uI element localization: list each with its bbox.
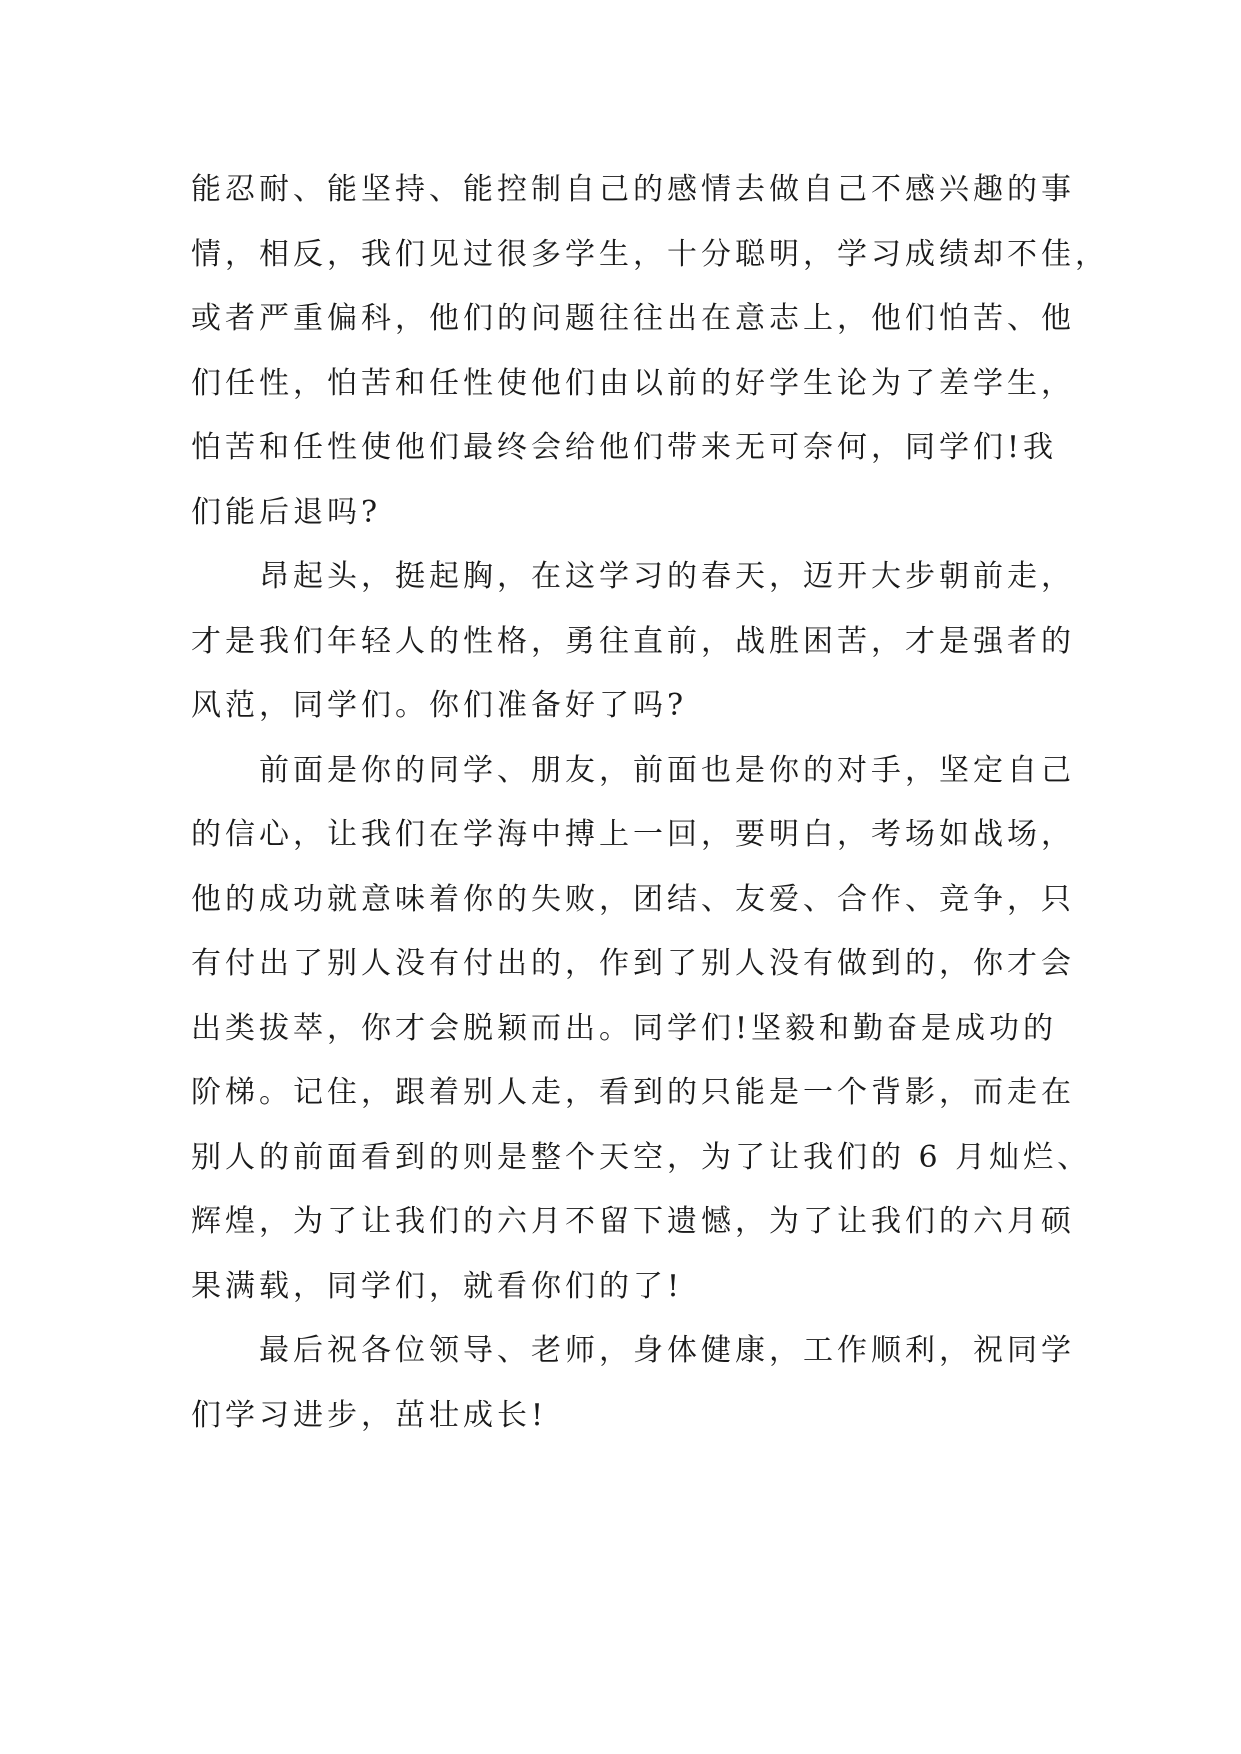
text-line: 有付出了别人没有付出的，作到了别人没有做到的，你才会 [191,946,1075,981]
text-line: 或者严重偏科，他们的问题往往出在意志上，他们怕苦、他 [191,301,1075,336]
paragraph-start-line: 前面是你的同学、朋友，前面也是你的对手，坚定自己 [259,752,1075,788]
document-body [191,158,1109,1448]
text-line: 他的成功就意味着你的失败，团结、友爱、合作、竞争，只 [191,881,1075,917]
text-line: 才是我们年轻人的性格，勇往直前，战胜困苦，才是强者的 [191,623,1075,659]
text-line: 风范，同学们。你们准备好了吗? [191,688,688,723]
text-line: 们能后退吗? [191,494,382,530]
text-line: 情，相反，我们见过很多学生，十分聪明，学习成绩却不佳， [191,236,1109,272]
text-line: 能忍耐、能坚持、能控制自己的感情去做自己不感兴趣的事 [191,172,1075,207]
text-line: 们任性，怕苦和任性使他们由以前的好学生论为了差学生， [191,365,1075,401]
text-line: 出类拔萃，你才会脱颖而出。同学们!坚毅和勤奋是成功的 [191,1010,1058,1046]
text-line: 果满载，同学们，就看你们的了! [191,1268,684,1304]
text-line: 辉煌，为了让我们的六月不留下遗憾，为了让我们的六月硕 [191,1204,1075,1239]
text-line: 怕苦和任性使他们最终会给他们带来无可奈何，同学们!我 [191,430,1058,465]
text-line: 们学习进步，茁壮成长! [191,1397,548,1433]
text-line: 阶梯。记住，跟着别人走，看到的只能是一个背影，而走在 [191,1075,1075,1110]
paragraph-start-line: 昂起头，挺起胸，在这学习的春天，迈开大步朝前走， [259,559,1075,594]
text-line: 的信心，让我们在学海中搏上一回，要明白，考场如战场， [191,817,1075,852]
paragraph-start-line: 最后祝各位领导、老师，身体健康，工作顺利，祝同学 [259,1333,1075,1368]
text-line: 别人的前面看到的则是整个天空，为了让我们的 6 月灿烂、 [191,1139,1092,1175]
